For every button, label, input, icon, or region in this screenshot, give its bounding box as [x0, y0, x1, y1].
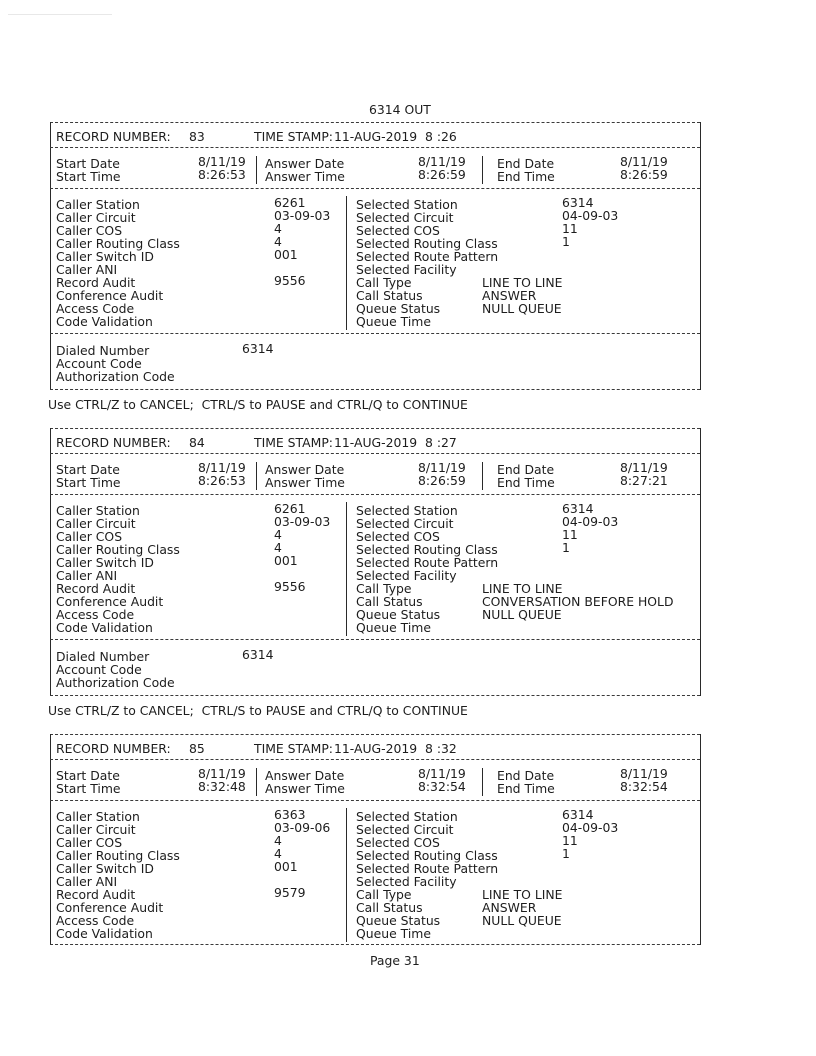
control-hint: Use CTRL/Z to CANCEL; CTRL/S to PAUSE and CTRL/Q to CONTINUE	[48, 397, 468, 412]
call-type: LINE TO LINE	[482, 887, 563, 902]
call-status-label: Call Status	[356, 288, 423, 303]
call-type-label: Call Type	[356, 581, 412, 596]
start-time-label: Start Time	[56, 781, 121, 796]
caller-circuit: 03-09-03	[274, 208, 331, 223]
selected-station: 6314	[562, 501, 594, 516]
selected-route-pattern-label: Selected Route Pattern	[356, 555, 499, 570]
conference-audit-label: Conference Audit	[56, 594, 164, 609]
caller-routing-class: 4	[274, 846, 282, 861]
selected-station-label: Selected Station	[356, 809, 458, 824]
record-bottom-border	[50, 695, 700, 696]
access-code-label: Access Code	[56, 607, 135, 622]
end-time-label: End Time	[497, 169, 555, 184]
record-left-border	[50, 734, 51, 945]
caller-cos-label: Caller COS	[56, 529, 123, 544]
call-type-label: Call Type	[356, 887, 412, 902]
access-code-label: Access Code	[56, 913, 135, 928]
caller-routing-class-label: Caller Routing Class	[56, 848, 180, 863]
start-date: 8/11/19	[198, 766, 246, 781]
selected-routing-class: 1	[562, 234, 570, 249]
caller-station-label: Caller Station	[56, 503, 140, 518]
call-status: ANSWER	[482, 900, 537, 915]
row-divider	[50, 147, 700, 148]
column-divider	[346, 196, 347, 330]
scan-artifact-line	[8, 14, 112, 15]
code-validation-label: Code Validation	[56, 620, 153, 635]
caller-station-label: Caller Station	[56, 809, 140, 824]
end-date-label: End Date	[497, 462, 555, 477]
queue-time-label: Queue Time	[356, 314, 431, 329]
selected-station-label: Selected Station	[356, 197, 458, 212]
record-top-border	[50, 428, 700, 429]
answer-date: 8/11/19	[418, 766, 466, 781]
caller-circuit-label: Caller Circuit	[56, 210, 136, 225]
timestamp-label: TIME STAMP:	[254, 741, 333, 756]
record-number-label: RECORD NUMBER:	[56, 435, 171, 450]
record-number: 84	[189, 435, 205, 450]
queue-time-label: Queue Time	[356, 926, 431, 941]
access-code-label: Access Code	[56, 301, 135, 316]
call-status: ANSWER	[482, 288, 537, 303]
record-left-border	[50, 428, 51, 696]
start-time: 8:32:48	[198, 779, 246, 794]
caller-cos: 4	[274, 833, 282, 848]
selected-circuit-label: Selected Circuit	[356, 210, 454, 225]
selected-station: 6314	[562, 195, 594, 210]
record-right-border	[700, 734, 701, 945]
column-divider	[346, 808, 347, 942]
caller-switch-id: 001	[274, 859, 298, 874]
date-divider	[482, 768, 483, 796]
caller-cos-label: Caller COS	[56, 835, 123, 850]
end-time: 8:32:54	[620, 779, 668, 794]
answer-date: 8/11/19	[418, 460, 466, 475]
authorization-code-label: Authorization Code	[56, 369, 175, 384]
selected-cos-label: Selected COS	[356, 529, 440, 544]
timestamp: 11-AUG-2019 8 :26	[334, 129, 457, 144]
conference-audit-label: Conference Audit	[56, 288, 164, 303]
answer-time: 8:26:59	[418, 473, 466, 488]
queue-status-label: Queue Status	[356, 913, 441, 928]
selected-circuit: 04-09-03	[562, 208, 619, 223]
date-divider	[482, 462, 483, 490]
caller-ani-label: Caller ANI	[56, 874, 118, 889]
caller-station-label: Caller Station	[56, 197, 140, 212]
end-time: 8:27:21	[620, 473, 668, 488]
selected-cos-label: Selected COS	[356, 835, 440, 850]
selected-cos: 11	[562, 221, 578, 236]
queue-status: NULL QUEUE	[482, 913, 562, 928]
start-date: 8/11/19	[198, 154, 246, 169]
end-time-label: End Time	[497, 475, 555, 490]
caller-routing-class: 4	[274, 234, 282, 249]
answer-time-label: Answer Time	[265, 169, 345, 184]
column-divider	[346, 502, 347, 636]
record-right-border	[700, 122, 701, 390]
start-date-label: Start Date	[56, 156, 120, 171]
start-date-label: Start Date	[56, 462, 120, 477]
row-divider	[50, 759, 700, 760]
record-audit-label: Record Audit	[56, 581, 136, 596]
record-audit: 9556	[274, 579, 306, 594]
selected-station-label: Selected Station	[356, 503, 458, 518]
row-divider	[50, 333, 700, 334]
authorization-code-label: Authorization Code	[56, 675, 175, 690]
caller-circuit: 03-09-03	[274, 514, 331, 529]
selected-facility-label: Selected Facility	[356, 568, 457, 583]
selected-circuit-label: Selected Circuit	[356, 516, 454, 531]
answer-time-label: Answer Time	[265, 781, 345, 796]
queue-status: NULL QUEUE	[482, 301, 562, 316]
caller-cos: 4	[274, 527, 282, 542]
answer-time: 8:32:54	[418, 779, 466, 794]
selected-routing-class-label: Selected Routing Class	[356, 848, 498, 863]
dialed-number-label: Dialed Number	[56, 343, 150, 358]
selected-circuit: 04-09-03	[562, 820, 619, 835]
answer-date-label: Answer Date	[265, 462, 345, 477]
date-divider	[482, 156, 483, 184]
selected-facility-label: Selected Facility	[356, 874, 457, 889]
caller-station: 6363	[274, 807, 306, 822]
selected-routing-class-label: Selected Routing Class	[356, 542, 498, 557]
answer-date-label: Answer Date	[265, 156, 345, 171]
queue-time-label: Queue Time	[356, 620, 431, 635]
start-time-label: Start Time	[56, 475, 121, 490]
account-code-label: Account Code	[56, 662, 142, 677]
timestamp: 11-AUG-2019 8 :32	[334, 741, 457, 756]
page-header: 6314 OUT	[369, 102, 431, 117]
account-code-label: Account Code	[56, 356, 142, 371]
end-time: 8:26:59	[620, 167, 668, 182]
record-left-border	[50, 122, 51, 390]
queue-status-label: Queue Status	[356, 607, 441, 622]
record-top-border	[50, 734, 700, 735]
record-top-border	[50, 122, 700, 123]
dialed-number-label: Dialed Number	[56, 649, 150, 664]
caller-station: 6261	[274, 501, 306, 516]
dialed-number: 6314	[242, 341, 274, 356]
record-number: 83	[189, 129, 205, 144]
end-date: 8/11/19	[620, 154, 668, 169]
end-date: 8/11/19	[620, 766, 668, 781]
record-right-border	[700, 428, 701, 696]
record-audit: 9579	[274, 885, 306, 900]
caller-station: 6261	[274, 195, 306, 210]
start-date: 8/11/19	[198, 460, 246, 475]
record-number-label: RECORD NUMBER:	[56, 129, 171, 144]
selected-routing-class: 1	[562, 846, 570, 861]
record-audit: 9556	[274, 273, 306, 288]
date-divider	[256, 462, 257, 490]
row-divider	[50, 188, 700, 189]
selected-cos-label: Selected COS	[356, 223, 440, 238]
control-hint: Use CTRL/Z to CANCEL; CTRL/S to PAUSE and CTRL/Q to CONTINUE	[48, 703, 468, 718]
caller-cos-label: Caller COS	[56, 223, 123, 238]
row-divider	[50, 639, 700, 640]
start-date-label: Start Date	[56, 768, 120, 783]
caller-switch-id-label: Caller Switch ID	[56, 861, 154, 876]
call-type-label: Call Type	[356, 275, 412, 290]
record-audit-label: Record Audit	[56, 275, 136, 290]
start-time-label: Start Time	[56, 169, 121, 184]
start-time: 8:26:53	[198, 473, 246, 488]
queue-status-label: Queue Status	[356, 301, 441, 316]
caller-routing-class: 4	[274, 540, 282, 555]
answer-time: 8:26:59	[418, 167, 466, 182]
code-validation-label: Code Validation	[56, 926, 153, 941]
end-date-label: End Date	[497, 156, 555, 171]
caller-ani-label: Caller ANI	[56, 262, 118, 277]
answer-date-label: Answer Date	[265, 768, 345, 783]
selected-cos: 11	[562, 527, 578, 542]
selected-route-pattern-label: Selected Route Pattern	[356, 861, 499, 876]
caller-ani-label: Caller ANI	[56, 568, 118, 583]
date-divider	[256, 156, 257, 184]
caller-routing-class-label: Caller Routing Class	[56, 542, 180, 557]
code-validation-label: Code Validation	[56, 314, 153, 329]
call-status-label: Call Status	[356, 594, 423, 609]
selected-circuit: 04-09-03	[562, 514, 619, 529]
timestamp-label: TIME STAMP:	[254, 129, 333, 144]
selected-route-pattern-label: Selected Route Pattern	[356, 249, 499, 264]
row-divider	[50, 453, 700, 454]
selected-routing-class-label: Selected Routing Class	[356, 236, 498, 251]
answer-date: 8/11/19	[418, 154, 466, 169]
row-divider	[50, 494, 700, 495]
caller-switch-id-label: Caller Switch ID	[56, 555, 154, 570]
caller-circuit: 03-09-06	[274, 820, 331, 835]
end-date-label: End Date	[497, 768, 555, 783]
conference-audit-label: Conference Audit	[56, 900, 164, 915]
selected-facility-label: Selected Facility	[356, 262, 457, 277]
end-date: 8/11/19	[620, 460, 668, 475]
row-divider	[50, 800, 700, 801]
timestamp: 11-AUG-2019 8 :27	[334, 435, 457, 450]
caller-routing-class-label: Caller Routing Class	[56, 236, 180, 251]
dialed-number: 6314	[242, 647, 274, 662]
call-status-label: Call Status	[356, 900, 423, 915]
queue-status: NULL QUEUE	[482, 607, 562, 622]
caller-circuit-label: Caller Circuit	[56, 822, 136, 837]
record-audit-label: Record Audit	[56, 887, 136, 902]
start-time: 8:26:53	[198, 167, 246, 182]
call-status: CONVERSATION BEFORE HOLD	[482, 594, 674, 609]
end-time-label: End Time	[497, 781, 555, 796]
caller-cos: 4	[274, 221, 282, 236]
call-type: LINE TO LINE	[482, 275, 563, 290]
selected-cos: 11	[562, 833, 578, 848]
selected-routing-class: 1	[562, 540, 570, 555]
caller-switch-id: 001	[274, 553, 298, 568]
date-divider	[256, 768, 257, 796]
page-footer: Page 31	[370, 953, 420, 968]
caller-switch-id: 001	[274, 247, 298, 262]
caller-circuit-label: Caller Circuit	[56, 516, 136, 531]
record-bottom-border	[50, 389, 700, 390]
record-number-label: RECORD NUMBER:	[56, 741, 171, 756]
selected-station: 6314	[562, 807, 594, 822]
answer-time-label: Answer Time	[265, 475, 345, 490]
call-type: LINE TO LINE	[482, 581, 563, 596]
selected-circuit-label: Selected Circuit	[356, 822, 454, 837]
caller-switch-id-label: Caller Switch ID	[56, 249, 154, 264]
record-number: 85	[189, 741, 205, 756]
row-divider	[50, 944, 700, 945]
timestamp-label: TIME STAMP:	[254, 435, 333, 450]
